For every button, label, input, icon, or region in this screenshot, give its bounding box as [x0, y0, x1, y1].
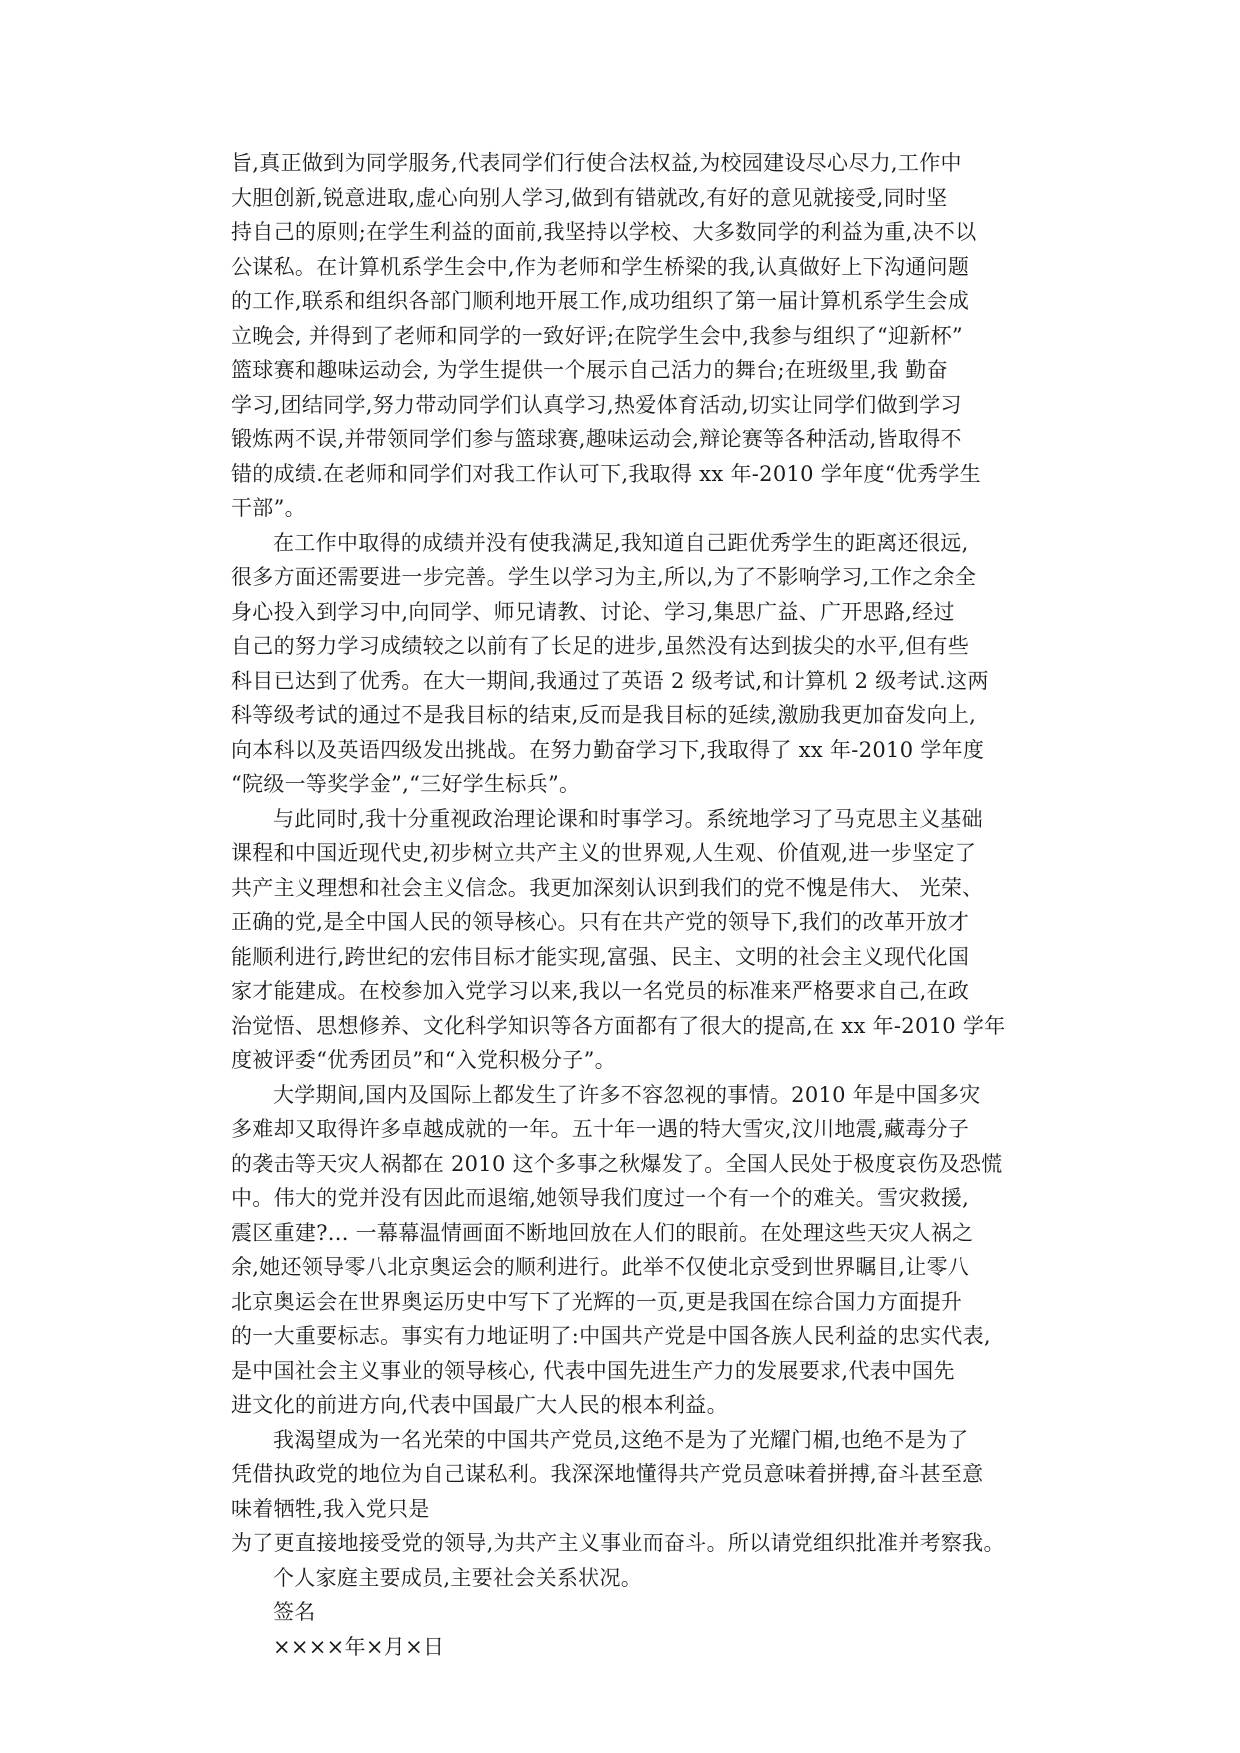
text-line: 共产主义理想和社会主义信念。我更加深刻认识到我们的党不愧是伟大、 光荣、 [231, 875, 984, 900]
text-line: 与此同时,我十分重视政治理论课和时事学习。系统地学习了马克思主义基础 [273, 806, 983, 831]
document-body [231, 146, 1017, 1664]
text-line: 自己的努力学习成绩较之以前有了长足的进步,虽然没有达到拔尖的水平,但有些 [231, 634, 970, 658]
text-line: 家才能建成。在校参加入党学习以来,我以一名党员的标准来严格要求自己,在政 [231, 979, 970, 1003]
text-line: 的一大重要标志。事实有力地证明了:中国共产党是中国各族人民利益的忠实代表, [231, 1324, 991, 1348]
text-line: 科等级考试的通过不是我目标的结束,反而是我目标的延续,激励我更加奋发向上, [231, 703, 977, 727]
text-line: 多难却又取得许多卓越成就的一年。五十年一遇的特大雪灾,汶川地震,藏毒分子 [231, 1117, 970, 1141]
text-line: 干部”。 [231, 496, 306, 520]
text-line: 北京奥运会在世界奥运历史中写下了光辉的一页,更是我国在综合国力方面提升 [231, 1289, 963, 1314]
text-line: 的工作,联系和组织各部门顺利地开展工作,成功组织了第一届计算机系学生会成 [231, 289, 970, 313]
text-line: “院级一等奖学金”,“三好学生标兵”。 [231, 772, 581, 796]
text-line: 正确的党,是全中国人民的领导核心。只有在共产党的领导下,我们的改革开放才 [231, 910, 970, 934]
text-line: 持自己的原则;在学生利益的面前,我坚持以学校、大多数同学的利益为重,决不以 [231, 220, 977, 244]
text-line: 凭借执政党的地位为自己谋私利。我深深地懂得共产党员意味着拼搏,奋斗甚至意 [231, 1462, 984, 1486]
text-line: 进文化的前进方向,代表中国最广大人民的根本利益。 [231, 1393, 728, 1417]
text-line: 味着牺牲,我入党只是 [231, 1496, 430, 1521]
text-line: 学习,团结同学,努力带动同学们认真学习,热爱体育活动,切实让同学们做到学习 [231, 392, 962, 417]
text-line: 治觉悟、思想修养、文化科学知识等各方面都有了很大的提高,在 xx 年-2010 学年 [231, 1013, 1006, 1038]
text-line: 我渴望成为一名光荣的中国共产党员,这绝不是为了光耀门楣,也绝不是为了 [273, 1427, 969, 1452]
text-line: 很多方面还需要进一步完善。学生以学习为主,所以,为了不影响学习,工作之余全 [231, 565, 977, 589]
text-line: 震区重建?... 一幕幕温情画面不断地回放在人们的眼前。在处理这些天灾人祸之 [231, 1220, 974, 1245]
text-line: 身心投入到学习中,向同学、师兄请教、讨论、学习,集思广益、广开思路,经过 [231, 599, 955, 624]
text-line: 在工作中取得的成绩并没有使我满足,我知道自己距优秀学生的距离还很远, [273, 530, 969, 555]
text-line: 签名 [273, 1600, 316, 1624]
text-line: 科目已达到了优秀。在大一期间,我通过了英语 2 级考试,和计算机 2 级考试.这两 [231, 668, 989, 693]
text-line: 错的成绩.在老师和同学们对我工作认可下,我取得 xx 年-2010 学年度“优秀学生 [231, 461, 981, 486]
text-line: 公谋私。在计算机系学生会中,作为老师和学生桥梁的我,认真做好上下沟通问题 [231, 254, 970, 279]
text-line: 能顺利进行,跨世纪的宏伟目标才能实现,富强、民主、文明的社会主义现代化国 [231, 944, 970, 969]
text-line: 旨,真正做到为同学服务,代表同学们行使合法权益,为校园建设尽心尽力,工作中 [231, 151, 962, 175]
text-line: 中。伟大的党并没有因此而退缩,她领导我们度过一个有一个的难关。雪灾救援, [231, 1186, 970, 1210]
text-line: 课程和中国近现代史,初步树立共产主义的世界观,人生观、价值观,进一步坚定了 [231, 841, 977, 865]
text-line: 大学期间,国内及国际上都发生了许多不容忽视的事情。2010 年是中国多灾 [273, 1082, 981, 1107]
text-line: 大胆创新,锐意进取,虚心向别人学习,做到有错就改,有好的意见就接受,同时坚 [231, 185, 948, 210]
text-line: 的袭击等天灾人祸都在 2010 这个多事之秋爆发了。全国人民处于极度哀伤及恐慌 [231, 1151, 1003, 1176]
text-line: 为了更直接地接受党的领导,为共产主义事业而奋斗。所以请党组织批准并考察我。 [231, 1531, 1005, 1555]
text-line: 篮球赛和趣味运动会, 为学生提供一个展示自己活力的舞台;在班级里,我 勤奋 [231, 358, 948, 382]
text-line: 锻炼两不误,并带领同学们参与篮球赛,趣味运动会,辩论赛等各种活动,皆取得不 [231, 427, 962, 451]
text-line: 个人家庭主要成员,主要社会关系状况。 [273, 1565, 643, 1590]
text-line: ××××年×月×日 [273, 1634, 445, 1659]
text-line: 立晚会, 并得到了老师和同学的一致好评;在院学生会中,我参与组织了“迎新杯” [231, 323, 963, 348]
text-line: 是中国社会主义事业的领导核心, 代表中国先进生产力的发展要求,代表中国先 [231, 1358, 955, 1383]
text-line: 向本科以及英语四级发出挑战。在努力勤奋学习下,我取得了 xx 年-2010 学年度 [231, 737, 985, 762]
text-line: 度被评委“优秀团员”和“入党积极分子”。 [231, 1048, 616, 1072]
text-line: 余,她还领导零八北京奥运会的顺利进行。此举不仅使北京受到世界瞩目,让零八 [231, 1255, 970, 1279]
